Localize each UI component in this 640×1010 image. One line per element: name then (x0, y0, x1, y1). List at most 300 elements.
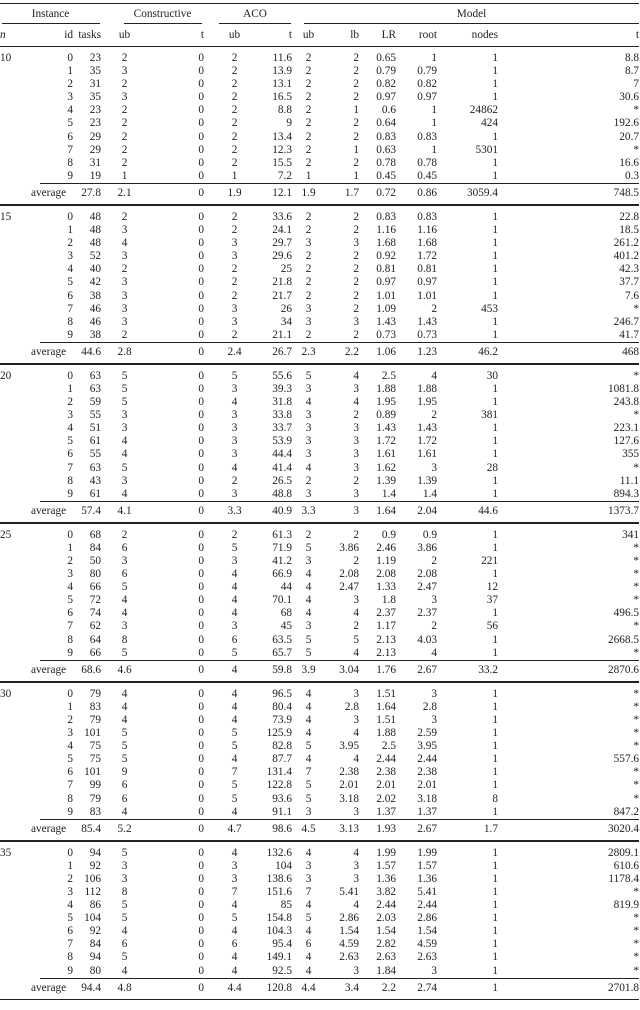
cell-constructive-ub: 4 (121, 435, 128, 448)
table-row (0, 793, 639, 806)
cell-tasks: 23 (89, 52, 102, 64)
table-row (0, 364, 639, 383)
cell-aco-ub: 3 (231, 315, 238, 328)
cell-model-nodes: 56 (486, 620, 499, 633)
average-tasks: 68.6 (73, 660, 101, 682)
cell-aco-t: 25 (280, 263, 293, 276)
cell-constructive-t: 0 (198, 594, 205, 607)
cell-aco-t: 11.6 (272, 52, 293, 64)
average-model-t: 2870.6 (498, 660, 639, 682)
cell-model-lb: 3 (353, 872, 360, 885)
cell-model-lr: 2.63 (376, 951, 397, 964)
cell-model-t: 22.8 (619, 210, 640, 223)
cell-aco-t: 85 (280, 899, 293, 912)
cell-model-nodes: 1 (492, 474, 499, 487)
cell-model-ub: 2 (305, 130, 312, 143)
cell-model-lr: 1.84 (376, 964, 397, 977)
cell-model-nodes: 1 (492, 568, 499, 581)
cell-id: 8 (67, 951, 73, 964)
column-header-aco-ub: ub (204, 24, 265, 47)
cell-tasks: 48 (89, 224, 102, 237)
cell-tasks: 106 (84, 872, 102, 885)
cell-constructive-t: 0 (198, 117, 205, 130)
cell-aco-t: 12.3 (272, 143, 293, 156)
average-row (0, 660, 639, 682)
table-row (0, 475, 639, 488)
average-row (0, 501, 639, 523)
cell-aco-t: 95.4 (272, 938, 293, 951)
cell-model-lr: 1.68 (376, 237, 397, 250)
cell-aco-ub: 3 (231, 555, 238, 567)
cell-constructive-t: 0 (198, 581, 205, 594)
table-row (0, 170, 639, 184)
cell-model-root: 2.59 (417, 727, 438, 740)
cell-constructive-ub: 3 (121, 474, 128, 487)
cell-model-lr: 1.43 (376, 315, 397, 328)
cell-model-lr: 0.6 (381, 104, 397, 117)
cell-aco-ub: 4 (231, 713, 238, 726)
cell-aco-t: 138.6 (266, 872, 293, 885)
cell-id: 0 (67, 369, 73, 382)
cell-tasks: 104 (84, 912, 102, 925)
cell-model-t: 16.6 (619, 156, 640, 169)
cell-constructive-t: 0 (198, 687, 205, 700)
average-model-ub: 3.3 (292, 501, 325, 523)
n-cell (0, 701, 40, 714)
cell-aco-ub: 4 (231, 964, 238, 977)
cell-model-ub: 3 (305, 555, 312, 567)
cell-model-lr: 2.03 (376, 912, 397, 925)
cell-model-nodes: 1 (492, 422, 499, 435)
cell-id: 5 (67, 435, 73, 448)
cell-model-t: 243.8 (613, 396, 640, 409)
cell-aco-ub: 2 (231, 130, 238, 143)
cell-tasks: 64 (89, 633, 102, 646)
cell-id: 6 (67, 448, 73, 461)
cell-id: 3 (67, 885, 73, 898)
column-header-model-nodes: nodes (437, 24, 498, 47)
average-model-nodes: 44.6 (437, 501, 498, 523)
cell-id: 8 (67, 315, 73, 328)
cell-model-ub: 2 (305, 65, 312, 78)
cell-model-lb: 2 (353, 409, 360, 422)
cell-model-nodes: 221 (481, 555, 499, 567)
cell-model-t: 246.7 (613, 315, 640, 328)
cell-model-nodes: 1 (492, 263, 499, 276)
cell-model-t: * (633, 620, 640, 633)
cell-constructive-t: 0 (198, 753, 205, 766)
cell-aco-ub: 3 (231, 487, 238, 500)
average-model-ub: 4.5 (292, 819, 325, 841)
cell-model-nodes: 1 (492, 289, 499, 302)
table-row (0, 620, 639, 633)
cell-model-root: 2.08 (417, 568, 438, 581)
cell-model-root: 0.79 (417, 65, 438, 78)
cell-id: 8 (67, 633, 73, 646)
cell-id: 7 (67, 779, 73, 792)
cell-tasks: 86 (89, 899, 102, 912)
cell-model-lb: 2 (353, 65, 360, 78)
average-model-lb: 1.7 (325, 183, 359, 205)
cell-constructive-ub: 2 (121, 130, 128, 143)
cell-model-nodes: 5301 (475, 143, 499, 156)
cell-model-lb: 4 (353, 369, 360, 382)
cell-model-t: * (633, 104, 640, 117)
cell-id: 4 (67, 899, 73, 912)
cell-model-root: 2 (431, 409, 438, 422)
average-model-ub: 4.4 (292, 978, 325, 999)
table-row (0, 607, 639, 620)
n-cell (0, 873, 40, 886)
cell-model-ub: 7 (305, 885, 312, 898)
cell-aco-t: 91.1 (272, 805, 293, 818)
cell-model-nodes: 1 (492, 700, 499, 713)
cell-model-root: 3 (431, 713, 438, 726)
cell-model-t: * (633, 461, 640, 474)
cell-id: 1 (67, 224, 73, 237)
cell-model-lb: 4 (353, 396, 360, 409)
cell-model-nodes: 1 (492, 912, 499, 925)
average-constructive-t: 0 (148, 501, 204, 523)
cell-aco-t: 82.8 (272, 740, 293, 753)
cell-constructive-ub: 4 (121, 925, 128, 938)
cell-aco-t: 66.9 (272, 568, 293, 581)
cell-model-lr: 0.81 (376, 263, 397, 276)
cell-model-root: 4.03 (417, 633, 438, 646)
cell-constructive-t: 0 (198, 448, 205, 461)
cell-tasks: 63 (89, 382, 102, 395)
cell-constructive-t: 0 (198, 700, 205, 713)
cell-model-lr: 2.01 (376, 779, 397, 792)
cell-aco-t: 8.8 (277, 104, 293, 117)
cell-model-lb: 2 (353, 78, 360, 91)
cell-aco-t: 96.5 (272, 687, 293, 700)
cell-model-lb: 2.63 (339, 951, 360, 964)
table-row (0, 448, 639, 461)
cell-tasks: 75 (89, 753, 102, 766)
column-header-model-root: root (396, 24, 437, 47)
cell-id: 2 (67, 78, 73, 91)
cell-model-t: 2668.5 (607, 633, 640, 646)
cell-tasks: 101 (84, 766, 102, 779)
n-cell (0, 104, 40, 117)
cell-model-nodes: 8 (492, 792, 499, 805)
cell-constructive-ub: 3 (121, 315, 128, 328)
average-model-root: 2.67 (396, 819, 437, 841)
table-row (0, 634, 639, 647)
cell-constructive-t: 0 (198, 474, 205, 487)
cell-constructive-ub: 2 (121, 52, 128, 64)
average-model-t: 2701.8 (498, 978, 639, 999)
table-row (0, 886, 639, 899)
cell-aco-ub: 5 (231, 369, 238, 382)
table-row (0, 303, 639, 316)
cell-model-lr: 1.54 (376, 925, 397, 938)
cell-model-ub: 3 (305, 409, 312, 422)
cell-tasks: 79 (89, 687, 102, 700)
cell-model-ub: 2 (305, 117, 312, 130)
average-row (0, 978, 639, 999)
cell-aco-t: 15.5 (272, 156, 293, 169)
n-cell (0, 886, 40, 899)
cell-model-lb: 2.38 (339, 766, 360, 779)
cell-id: 1 (67, 541, 73, 554)
table-row (0, 329, 639, 343)
cell-model-root: 0.82 (417, 78, 438, 91)
cell-model-lb: 2 (353, 328, 360, 341)
cell-constructive-ub: 5 (121, 912, 128, 925)
average-constructive-t: 0 (148, 819, 204, 841)
cell-aco-t: 33.8 (272, 409, 293, 422)
cell-aco-t: 104.3 (266, 925, 293, 938)
cell-model-nodes: 1 (492, 859, 499, 872)
cell-id: 9 (67, 805, 73, 818)
cell-model-nodes: 1 (492, 938, 499, 951)
cell-model-lb: 3 (353, 805, 360, 818)
cell-tasks: 19 (89, 169, 102, 182)
average-constructive-t: 0 (148, 660, 204, 682)
column-header-row (0, 24, 639, 47)
cell-model-root: 1.88 (417, 382, 438, 395)
cell-constructive-t: 0 (198, 328, 205, 341)
cell-tasks: 79 (89, 792, 102, 805)
cell-aco-t: 154.8 (266, 912, 293, 925)
cell-aco-ub: 2 (231, 328, 238, 341)
cell-model-ub: 4 (305, 568, 312, 581)
cell-model-lb: 1 (353, 104, 360, 117)
cell-model-root: 2.38 (417, 766, 438, 779)
cell-model-nodes: 1 (492, 156, 499, 169)
cell-id: 3 (67, 727, 73, 740)
cell-constructive-t: 0 (198, 872, 205, 885)
cell-model-ub: 2 (305, 250, 312, 263)
cell-model-t: 894.3 (613, 487, 640, 500)
cell-aco-t: 48.8 (272, 487, 293, 500)
cell-model-lb: 3 (353, 964, 360, 977)
cell-id: 0 (67, 528, 73, 541)
cell-model-lb: 2 (353, 620, 360, 633)
cell-aco-ub: 2 (231, 474, 238, 487)
cell-constructive-ub: 2 (121, 156, 128, 169)
cell-model-root: 2 (431, 620, 438, 633)
cell-constructive-ub: 4 (121, 700, 128, 713)
cell-id: 9 (67, 487, 73, 500)
cell-constructive-ub: 6 (121, 779, 128, 792)
table-row (0, 714, 639, 727)
cell-model-nodes: 1 (492, 210, 499, 223)
n-cell (0, 912, 40, 925)
cell-id: 8 (67, 156, 73, 169)
cell-id: 8 (67, 474, 73, 487)
average-model-nodes: 1 (437, 978, 498, 999)
cell-model-ub: 4 (305, 700, 312, 713)
cell-model-t: * (633, 700, 640, 713)
table-row (0, 873, 639, 886)
cell-constructive-t: 0 (198, 727, 205, 740)
cell-tasks: 38 (89, 328, 102, 341)
cell-tasks: 38 (89, 289, 102, 302)
cell-model-lb: 2 (353, 250, 360, 263)
cell-model-lb: 3 (353, 487, 360, 500)
cell-model-lr: 1.64 (376, 700, 397, 713)
cell-model-nodes: 1 (492, 925, 499, 938)
cell-constructive-t: 0 (198, 210, 205, 223)
cell-model-root: 2.47 (417, 581, 438, 594)
group-label: Constructive (124, 5, 202, 24)
cell-model-lb: 5.41 (339, 885, 360, 898)
cell-model-ub: 3 (305, 237, 312, 250)
cell-constructive-t: 0 (198, 646, 205, 659)
average-model-lr: 0.72 (359, 183, 396, 205)
cell-model-lb: 3 (353, 461, 360, 474)
cell-constructive-ub: 5 (121, 581, 128, 594)
cell-id: 2 (67, 872, 73, 885)
average-label-cell (31, 342, 73, 364)
cell-constructive-ub: 5 (121, 846, 128, 859)
cell-aco-t: 45 (280, 620, 293, 633)
cell-aco-t: 93.6 (272, 792, 293, 805)
cell-model-t: 37.7 (619, 276, 640, 289)
cell-aco-t: 125.9 (266, 727, 293, 740)
cell-aco-ub: 7 (231, 766, 238, 779)
cell-constructive-ub: 2 (121, 104, 128, 117)
cell-model-nodes: 1 (492, 872, 499, 885)
cell-id: 0 (67, 52, 73, 64)
table-row (0, 581, 639, 594)
average-aco-t: 59.8 (265, 660, 292, 682)
cell-model-root: 0.81 (417, 263, 438, 276)
average-aco-ub: 1.9 (204, 183, 265, 205)
average-aco-ub: 4.7 (204, 819, 265, 841)
n-value: 35 (0, 846, 12, 859)
cell-model-root: 3 (431, 964, 438, 977)
cell-model-root: 1.39 (417, 474, 438, 487)
cell-model-nodes: 1 (492, 964, 499, 977)
cell-constructive-ub: 4 (121, 448, 128, 461)
cell-constructive-ub: 3 (121, 91, 128, 104)
cell-constructive-t: 0 (198, 805, 205, 818)
n-cell (0, 78, 40, 91)
cell-constructive-ub: 4 (121, 487, 128, 500)
cell-model-ub: 4 (305, 594, 312, 607)
cell-model-ub: 2 (305, 474, 312, 487)
cell-aco-t: 26 (280, 302, 293, 315)
cell-model-root: 3.86 (417, 541, 438, 554)
column-header-tasks: tasks (73, 24, 101, 47)
cell-model-nodes: 1 (492, 766, 499, 779)
cell-constructive-t: 0 (198, 302, 205, 315)
cell-model-lr: 0.45 (376, 169, 397, 182)
table-row (0, 422, 639, 435)
table-row (0, 753, 639, 766)
cell-constructive-ub: 2 (121, 528, 128, 541)
cell-constructive-ub: 2 (121, 210, 128, 223)
cell-model-t: * (633, 740, 640, 753)
cell-model-ub: 2 (305, 52, 312, 64)
cell-model-t: 7 (633, 78, 640, 91)
cell-model-root: 3.95 (417, 740, 438, 753)
average-constructive-ub: 4.6 (101, 660, 148, 682)
table-row (0, 205, 639, 224)
cell-tasks: 80 (89, 568, 102, 581)
n-value: 20 (0, 369, 12, 382)
cell-tasks: 59 (89, 396, 102, 409)
cell-constructive-ub: 4 (121, 713, 128, 726)
n-cell (0, 925, 40, 938)
table-row (0, 841, 639, 860)
n-cell (0, 899, 40, 912)
n-cell (0, 263, 40, 276)
average-tasks: 94.4 (73, 978, 101, 999)
cell-model-nodes: 1 (492, 91, 499, 104)
cell-model-nodes: 1 (492, 237, 499, 250)
cell-constructive-t: 0 (198, 263, 205, 276)
cell-tasks: 46 (89, 315, 102, 328)
cell-model-lb: 3 (353, 435, 360, 448)
column-header-aco-t: t (265, 24, 292, 47)
cell-tasks: 23 (89, 104, 102, 117)
cell-model-lb: 3 (353, 422, 360, 435)
cell-model-t: 355 (622, 448, 640, 461)
cell-model-root: 1.4 (422, 487, 438, 500)
cell-model-lr: 0.9 (381, 528, 397, 541)
cell-constructive-ub: 3 (121, 872, 128, 885)
cell-constructive-t: 0 (198, 422, 205, 435)
cell-model-root: 1.99 (417, 846, 438, 859)
average-aco-ub: 4.4 (204, 978, 265, 999)
cell-tasks: 101 (84, 727, 102, 740)
cell-id: 7 (67, 938, 73, 951)
cell-model-ub: 4 (305, 951, 312, 964)
cell-model-t: * (633, 912, 640, 925)
cell-model-nodes: 1 (492, 779, 499, 792)
cell-model-nodes: 1 (492, 713, 499, 726)
cell-model-lb: 2 (353, 52, 360, 64)
cell-model-root: 3.18 (417, 792, 438, 805)
average-model-nodes: 33.2 (437, 660, 498, 682)
cell-tasks: 83 (89, 700, 102, 713)
cell-aco-ub: 4 (231, 396, 238, 409)
cell-model-lb: 2 (353, 263, 360, 276)
cell-tasks: 84 (89, 938, 102, 951)
cell-model-lr: 1.43 (376, 422, 397, 435)
cell-constructive-ub: 6 (121, 541, 128, 554)
n-cell (0, 396, 40, 409)
average-label: average (31, 981, 67, 994)
cell-aco-ub: 5 (231, 646, 238, 659)
table-row (0, 435, 639, 448)
cell-tasks: 99 (89, 779, 102, 792)
cell-model-ub: 2 (305, 263, 312, 276)
cell-constructive-ub: 4 (121, 607, 128, 620)
cell-constructive-t: 0 (198, 369, 205, 382)
cell-constructive-ub: 4 (121, 594, 128, 607)
cell-aco-t: 44.4 (272, 448, 293, 461)
table-body (0, 47, 639, 1000)
table-row (0, 647, 639, 661)
table-row (0, 542, 639, 555)
n-cell (0, 581, 40, 594)
results-table (0, 3, 639, 1000)
cell-model-root: 0.73 (417, 328, 438, 341)
cell-aco-ub: 2 (231, 276, 238, 289)
average-model-lb: 3.4 (325, 978, 359, 999)
cell-model-ub: 2 (305, 156, 312, 169)
cell-model-t: * (633, 951, 640, 964)
cell-aco-t: 21.8 (272, 276, 293, 289)
cell-constructive-t: 0 (198, 633, 205, 646)
cell-model-t: 8.8 (624, 52, 640, 64)
